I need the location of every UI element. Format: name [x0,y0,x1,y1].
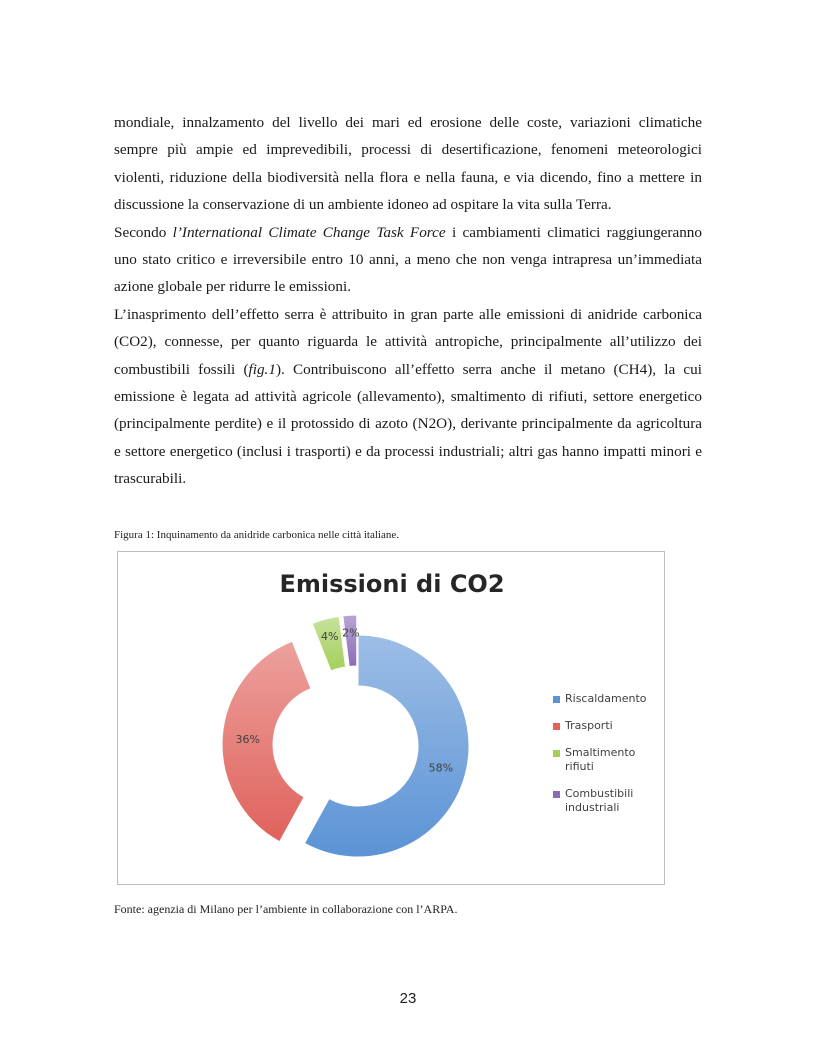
legend-swatch [553,723,560,730]
data-label-trasporti: 36% [235,733,260,747]
legend-swatch [553,696,560,703]
paragraph-3-end: ). Contribuiscono all’effetto serra anche il metano (CH4), la cui emissione è legata ad attività agricole (allevamento), smaltimento di rifiuti, settore energetico (principalmente perdite) e il protossido di azoto (N2O), derivante principalmente da agricoltura e settore energetico (inclusi i trasporti) e da processi industriali; altri gas hanno impatti minori e trascurabili. [114,360,702,488]
data-label-combustibili-industriali: 2% [342,626,360,640]
legend-swatch [553,791,560,798]
legend-swatch [553,750,560,757]
paragraph-1: mondiale, innalzamento del livello dei mari ed erosione delle coste, variazioni climatiche sempre più ampie ed imprevedibili, processi di desertificazione, fenomeni meteorologici violenti, riduzione della biodiversità nella flora e nella fauna, e via dicendo, fino a mettere in discussione la conservazione di un ambiente idoneo ad ospitare la vita sulla Terra. [114,114,702,214]
paragraph-2 [114,219,702,301]
data-label-riscaldamento: 58% [428,761,454,775]
legend-item-smaltimento-rifiuti [553,746,663,774]
task-force-name: l’International Climate Change Task Force [172,223,446,241]
body-text [114,109,702,493]
slice-smaltimento-rifiuti [312,617,345,671]
legend-item-riscaldamento [553,692,663,706]
figure-source: Fonte: agenzia di Milano per l’ambiente in collaborazione con l’ARPA. [114,902,458,916]
paragraph-3-start: L’inasprimento dell’effetto serra è attribuito in gran parte alle emissioni di anidride carbonica (CO2), connesse, per quanto riguarda le attività antropiche, principalmente all’utilizzo dei combustibili fossili ( [114,305,702,378]
legend-label: Combustibili industriali [565,787,634,814]
legend-label: Trasporti [565,719,613,732]
figure-caption: Figura 1: Inquinamento da anidride carbonica nelle città italiane. [114,529,399,541]
page-number: 23 [399,990,417,1007]
legend-item-combustibili-industriali [553,787,663,815]
paragraph-2-end: i cambiamenti climatici raggiungeranno uno stato critico e irreversibile entro 10 anni, a meno che non venga intrapresa un’immediata azione globale per ridurre le emissioni. [114,223,702,296]
slice-riscaldamento [305,635,469,857]
legend-label: Smaltimento rifiuti [565,746,636,773]
chart-legend [553,692,663,828]
data-label-smaltimento-rifiuti: 4% [321,630,339,644]
chart-title: Emissioni di CO2 [279,570,505,598]
legend-item-trasporti [553,719,663,733]
legend-label: Riscaldamento [565,692,647,705]
figure-reference: fig.1 [248,360,276,378]
chart-container [117,551,665,885]
paragraph-2-start: Secondo [114,223,173,241]
paragraph-3 [114,301,702,493]
